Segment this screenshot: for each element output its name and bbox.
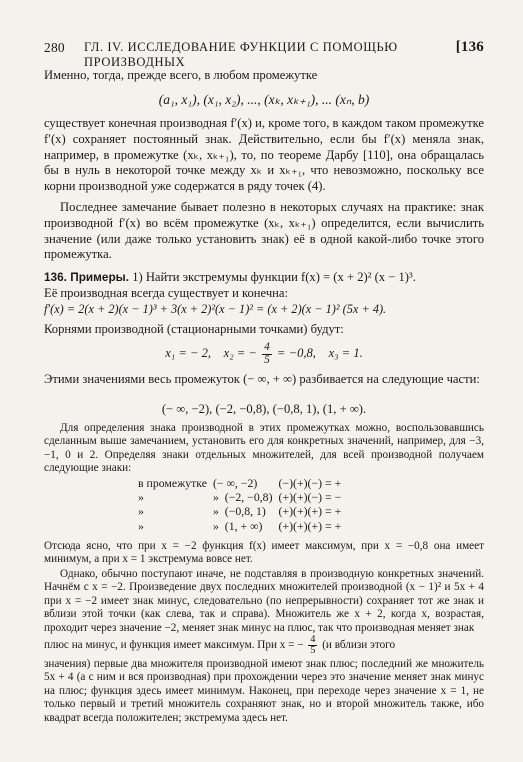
- line-with-fraction: плюс на минус, и функция имеет максимум. При x = − $\frac{4}{5}$ (и вблизи этого: [44, 633, 396, 656]
- paragraph-practical-remark: Последнее замечание бывает полезно в некоторых случаях на практике: знак производной f′(x) во всём промежутке (xₖ, xₖ₊₁) определится, если вычислить значение (или даже только установить знак) её в одной какой-либо точке этого промежутка.: [44, 200, 484, 262]
- running-header: [44, 39, 484, 69]
- section-marker: [136: [455, 39, 484, 55]
- sign-row: » » (−0,8, 1) (+)(+)(+) = +: [138, 504, 342, 519]
- roots-intro: Корнями производной (стационарными точками) будут:: [44, 322, 344, 336]
- root-x2-left: x₂ = −: [223, 346, 257, 360]
- sign-intro: Для определения знака производной в этих промежутках можно, воспользовавшись сделанным выше замечанием, установить его для конкретных значений, например, для −3, −1, 0 и 2. Определяя знаки отдельных множителей, для всей производной получаем следующие знаки:: [44, 422, 484, 475]
- split-intro: Этими значениями весь промежуток (− ∞, + ∞) разбивается на следующие части:: [44, 372, 480, 386]
- running-title: ГЛ. IV. ИССЛЕДОВАНИЕ ФУНКЦИИ С ПОМОЩЬЮ ПРОИЗВОДНЫХ: [84, 40, 398, 69]
- intervals-formula: (a₁, x₁), (x₁, x₂), ..., (xₖ, xₖ₊₁), ... (xₙ, b): [158, 92, 370, 107]
- sign-table: [138, 476, 347, 533]
- example-task: 1) Найти экстремумы функции f(x) = (x + 2)² (x − 1)³.: [132, 270, 416, 284]
- examples-paragraph: [44, 270, 484, 302]
- derivative-formula: f′(x) = 2(x + 2)(x − 1)³ + 3(x + 2)²(x − 1)² = (x + 2)(x − 1)² (5x + 4).: [44, 302, 387, 316]
- root-x3: x₃ = 1.: [328, 346, 363, 360]
- fraction-four-fifths: $\frac{4}{5}$: [264, 341, 270, 366]
- sign-row: » » (1, + ∞) (+)(+)(+) = +: [138, 518, 342, 533]
- examples-heading: 136. Примеры.: [44, 270, 130, 284]
- example-derivative-note: Её производная всегда существует и конечна:: [44, 285, 288, 300]
- roots-formula: [44, 338, 484, 368]
- sign-row: в промежутке (− ∞, −2) (−)(+)(−) = +: [138, 476, 342, 490]
- fraction-four-fifths-2: $\frac{4}{5}$: [310, 633, 316, 656]
- paragraph-usual-method: Однако, обычно поступают иначе, не подставляя в производную конкретных значений. Начнём с x = −2. Произведение двух последних множителей производной (x − 1)² и 5x + 4 при x = −2 имеет знак минус, следовательно (по непрерывности) сохраняет тот же знак и вблизи этой точки (как слева, так и справа). Множитель же x + 2, когда x, возрастая, проходит через значение −2, меняет знак минус на плюс, так что производная меняет знак: [44, 568, 484, 634]
- paragraph-final: значения) первые два множителя производной имеют знак плюс; последний же множитель 5x + 4 (а с ним и вся производная) при прохождении через это значение меняет знак минус на плюс; функция здесь имеет минимум. Наконец, при переходе через значение x = 1, не только первый и третий множитель сохраняют знак, но и второй множитель также, ибо квадрат всегда положителен; экстремума здесь нет.: [44, 658, 484, 724]
- root-x2-right: = −0,8,: [276, 346, 316, 360]
- parts-list: (− ∞, −2), (−2, −0,8), (−0,8, 1), (1, + ∞).: [161, 402, 367, 416]
- root-x1: x₁ = − 2,: [165, 346, 212, 360]
- paragraph-derivative-sign: существует конечная производная f′(x) и, кроме того, в каждом таком промежутке f′(x) сохраняет постоянный знак. Действительно, если бы f′(x) меняла знак, например, в промежутке (xₖ, xₖ₊₁), то, по теореме Дарбу [110], она обращалась бы в нуль в некоторой точке между xₖ и xₖ₊₁, что невозможно, поскольку все корни производной уже содержатся в ряду точек (4).: [44, 116, 484, 194]
- paragraph-intro: Именно, тогда, прежде всего, в любом промежутке: [44, 68, 318, 82]
- conclusion: Отсюда ясно, что при x = −2 функция f(x) имеет максимум, при x = −0,8 она имеет минимум, а при x = 1 экстремума вовсе нет.: [44, 540, 484, 566]
- sign-row: » » (−2, −0,8) (+)(+)(−) = −: [138, 490, 342, 505]
- page-number: 280: [44, 40, 65, 55]
